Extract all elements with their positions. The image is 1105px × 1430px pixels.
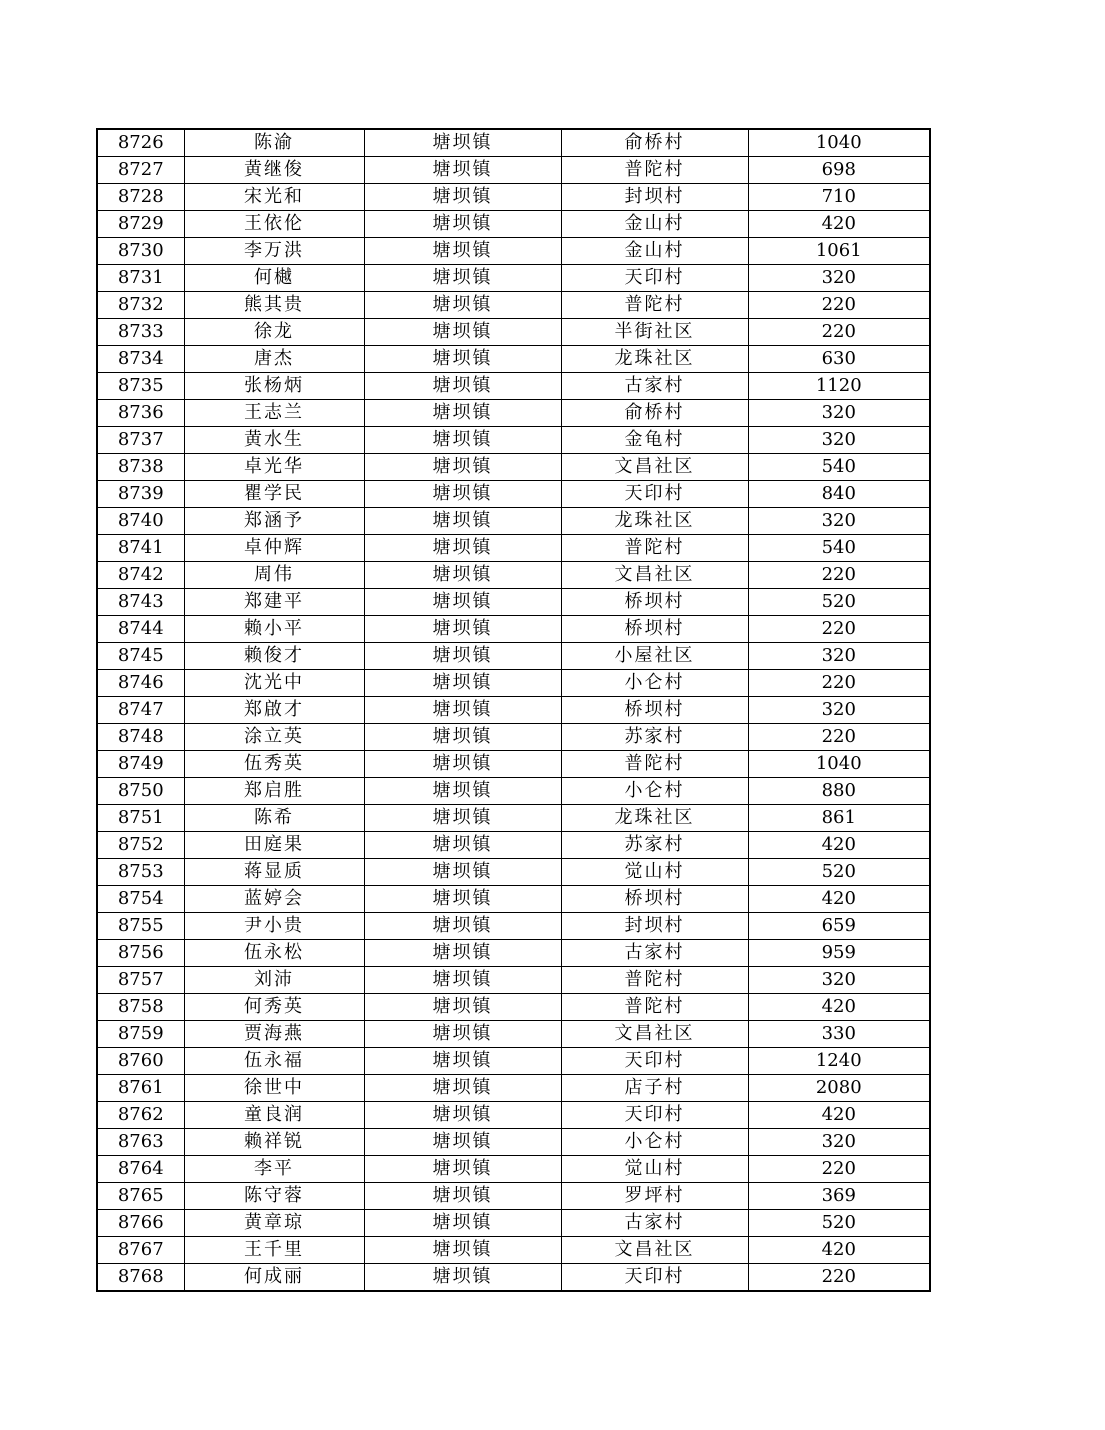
village-name: 文昌社区 [561,454,748,481]
town-name: 塘坝镇 [364,1183,561,1210]
village-name: 桥坝村 [561,886,748,913]
table-row [97,373,930,400]
table-row [97,211,930,238]
table-row [97,859,930,886]
person-name: 蓝婷会 [184,886,364,913]
town-name: 塘坝镇 [364,1210,561,1237]
person-name: 熊其贵 [184,292,364,319]
village-name: 金山村 [561,211,748,238]
amount-value: 420 [748,832,930,859]
village-name: 罗坪村 [561,1183,748,1210]
table-row [97,967,930,994]
table-row [97,832,930,859]
table-row [97,1264,930,1292]
town-name: 塘坝镇 [364,832,561,859]
person-name: 赖小平 [184,616,364,643]
amount-value: 420 [748,211,930,238]
amount-value: 861 [748,805,930,832]
row-number: 8742 [97,562,184,589]
amount-value: 320 [748,400,930,427]
village-name: 觉山村 [561,1156,748,1183]
table-row [97,129,930,157]
village-name: 文昌社区 [561,1237,748,1264]
amount-value: 540 [748,535,930,562]
row-number: 8757 [97,967,184,994]
amount-value: 520 [748,859,930,886]
person-name: 张杨炳 [184,373,364,400]
amount-value: 698 [748,157,930,184]
row-number: 8748 [97,724,184,751]
person-name: 徐龙 [184,319,364,346]
person-name: 卓仲辉 [184,535,364,562]
village-name: 店子村 [561,1075,748,1102]
row-number: 8747 [97,697,184,724]
person-name: 宋光和 [184,184,364,211]
person-name: 蒋显质 [184,859,364,886]
row-number: 8745 [97,643,184,670]
town-name: 塘坝镇 [364,805,561,832]
data-table [96,128,931,1292]
village-name: 俞桥村 [561,129,748,157]
row-number: 8749 [97,751,184,778]
amount-value: 320 [748,508,930,535]
town-name: 塘坝镇 [364,589,561,616]
row-number: 8752 [97,832,184,859]
person-name: 郑建平 [184,589,364,616]
village-name: 天印村 [561,1048,748,1075]
table-row [97,292,930,319]
person-name: 沈光中 [184,670,364,697]
row-number: 8727 [97,157,184,184]
town-name: 塘坝镇 [364,427,561,454]
village-name: 封坝村 [561,184,748,211]
person-name: 陈希 [184,805,364,832]
town-name: 塘坝镇 [364,1021,561,1048]
table-row [97,643,930,670]
amount-value: 220 [748,562,930,589]
person-name: 郑涵予 [184,508,364,535]
table-body [97,129,930,1291]
village-name: 天印村 [561,265,748,292]
table-row [97,1156,930,1183]
table-row [97,157,930,184]
row-number: 8733 [97,319,184,346]
table-row [97,670,930,697]
amount-value: 420 [748,994,930,1021]
town-name: 塘坝镇 [364,184,561,211]
person-name: 涂立英 [184,724,364,751]
person-name: 何秀英 [184,994,364,1021]
village-name: 金山村 [561,238,748,265]
row-number: 8765 [97,1183,184,1210]
village-name: 小仑村 [561,1129,748,1156]
town-name: 塘坝镇 [364,994,561,1021]
amount-value: 659 [748,913,930,940]
amount-value: 220 [748,319,930,346]
town-name: 塘坝镇 [364,1156,561,1183]
amount-value: 1061 [748,238,930,265]
table-row [97,778,930,805]
town-name: 塘坝镇 [364,508,561,535]
village-name: 古家村 [561,940,748,967]
amount-value: 420 [748,886,930,913]
row-number: 8741 [97,535,184,562]
town-name: 塘坝镇 [364,129,561,157]
table-row [97,1075,930,1102]
row-number: 8756 [97,940,184,967]
row-number: 8764 [97,1156,184,1183]
amount-value: 420 [748,1102,930,1129]
amount-value: 520 [748,1210,930,1237]
person-name: 唐杰 [184,346,364,373]
table-row [97,1048,930,1075]
row-number: 8768 [97,1264,184,1292]
person-name: 卓光华 [184,454,364,481]
person-name: 田庭果 [184,832,364,859]
amount-value: 1240 [748,1048,930,1075]
person-name: 何樾 [184,265,364,292]
table-row [97,886,930,913]
table-row [97,616,930,643]
row-number: 8755 [97,913,184,940]
town-name: 塘坝镇 [364,1048,561,1075]
village-name: 龙珠社区 [561,805,748,832]
row-number: 8753 [97,859,184,886]
row-number: 8759 [97,1021,184,1048]
amount-value: 320 [748,643,930,670]
village-name: 天印村 [561,1102,748,1129]
person-name: 赖祥锐 [184,1129,364,1156]
row-number: 8737 [97,427,184,454]
table-row [97,913,930,940]
village-name: 文昌社区 [561,562,748,589]
person-name: 伍秀英 [184,751,364,778]
amount-value: 840 [748,481,930,508]
row-number: 8738 [97,454,184,481]
amount-value: 220 [748,292,930,319]
person-name: 郑啟才 [184,697,364,724]
row-number: 8754 [97,886,184,913]
row-number: 8744 [97,616,184,643]
table-row [97,319,930,346]
amount-value: 1040 [748,129,930,157]
table-row [97,805,930,832]
person-name: 李平 [184,1156,364,1183]
table-row [97,346,930,373]
amount-value: 320 [748,427,930,454]
town-name: 塘坝镇 [364,562,561,589]
village-name: 古家村 [561,373,748,400]
town-name: 塘坝镇 [364,535,561,562]
person-name: 王千里 [184,1237,364,1264]
town-name: 塘坝镇 [364,454,561,481]
town-name: 塘坝镇 [364,778,561,805]
table-row [97,535,930,562]
table-row [97,724,930,751]
amount-value: 420 [748,1237,930,1264]
table-row [97,1021,930,1048]
person-name: 何成丽 [184,1264,364,1292]
person-name: 李万洪 [184,238,364,265]
village-name: 苏家村 [561,832,748,859]
village-name: 半街社区 [561,319,748,346]
amount-value: 220 [748,724,930,751]
village-name: 普陀村 [561,292,748,319]
village-name: 龙珠社区 [561,508,748,535]
table-row [97,454,930,481]
town-name: 塘坝镇 [364,886,561,913]
amount-value: 880 [748,778,930,805]
table-row [97,1102,930,1129]
person-name: 伍永松 [184,940,364,967]
amount-value: 540 [748,454,930,481]
amount-value: 2080 [748,1075,930,1102]
town-name: 塘坝镇 [364,292,561,319]
table-row [97,184,930,211]
row-number: 8743 [97,589,184,616]
town-name: 塘坝镇 [364,1075,561,1102]
amount-value: 320 [748,265,930,292]
row-number: 8751 [97,805,184,832]
table-row [97,1183,930,1210]
village-name: 普陀村 [561,535,748,562]
person-name: 王依伦 [184,211,364,238]
town-name: 塘坝镇 [364,346,561,373]
town-name: 塘坝镇 [364,157,561,184]
person-name: 赖俊才 [184,643,364,670]
town-name: 塘坝镇 [364,859,561,886]
table-row [97,481,930,508]
person-name: 黄继俊 [184,157,364,184]
town-name: 塘坝镇 [364,670,561,697]
town-name: 塘坝镇 [364,967,561,994]
amount-value: 1040 [748,751,930,778]
village-name: 文昌社区 [561,1021,748,1048]
amount-value: 959 [748,940,930,967]
village-name: 小屋社区 [561,643,748,670]
person-name: 贾海燕 [184,1021,364,1048]
town-name: 塘坝镇 [364,913,561,940]
town-name: 塘坝镇 [364,481,561,508]
row-number: 8728 [97,184,184,211]
row-number: 8729 [97,211,184,238]
amount-value: 369 [748,1183,930,1210]
row-number: 8740 [97,508,184,535]
village-name: 天印村 [561,1264,748,1292]
table-row [97,697,930,724]
village-name: 苏家村 [561,724,748,751]
row-number: 8767 [97,1237,184,1264]
table-row [97,994,930,1021]
table-row [97,940,930,967]
town-name: 塘坝镇 [364,1129,561,1156]
town-name: 塘坝镇 [364,724,561,751]
town-name: 塘坝镇 [364,211,561,238]
person-name: 瞿学民 [184,481,364,508]
table-row [97,1129,930,1156]
row-number: 8766 [97,1210,184,1237]
town-name: 塘坝镇 [364,697,561,724]
town-name: 塘坝镇 [364,1264,561,1292]
person-name: 陈守蓉 [184,1183,364,1210]
person-name: 郑启胜 [184,778,364,805]
village-name: 普陀村 [561,967,748,994]
person-name: 王志兰 [184,400,364,427]
table-row [97,1237,930,1264]
town-name: 塘坝镇 [364,751,561,778]
row-number: 8761 [97,1075,184,1102]
row-number: 8758 [97,994,184,1021]
village-name: 桥坝村 [561,589,748,616]
table-row [97,508,930,535]
town-name: 塘坝镇 [364,400,561,427]
amount-value: 220 [748,1264,930,1292]
row-number: 8734 [97,346,184,373]
village-name: 金龟村 [561,427,748,454]
town-name: 塘坝镇 [364,616,561,643]
village-name: 小仑村 [561,778,748,805]
village-name: 普陀村 [561,751,748,778]
person-name: 童良润 [184,1102,364,1129]
amount-value: 320 [748,697,930,724]
row-number: 8763 [97,1129,184,1156]
amount-value: 320 [748,1129,930,1156]
row-number: 8739 [97,481,184,508]
row-number: 8731 [97,265,184,292]
amount-value: 1120 [748,373,930,400]
table-row [97,589,930,616]
person-name: 尹小贵 [184,913,364,940]
row-number: 8746 [97,670,184,697]
village-name: 古家村 [561,1210,748,1237]
table-row [97,1210,930,1237]
person-name: 黄水生 [184,427,364,454]
town-name: 塘坝镇 [364,1237,561,1264]
village-name: 封坝村 [561,913,748,940]
person-name: 刘沛 [184,967,364,994]
person-name: 陈渝 [184,129,364,157]
town-name: 塘坝镇 [364,940,561,967]
row-number: 8736 [97,400,184,427]
table-row [97,751,930,778]
table-row [97,562,930,589]
village-name: 觉山村 [561,859,748,886]
row-number: 8730 [97,238,184,265]
amount-value: 220 [748,616,930,643]
table-row [97,400,930,427]
person-name: 伍永福 [184,1048,364,1075]
village-name: 桥坝村 [561,697,748,724]
amount-value: 320 [748,967,930,994]
amount-value: 520 [748,589,930,616]
town-name: 塘坝镇 [364,373,561,400]
village-name: 天印村 [561,481,748,508]
village-name: 俞桥村 [561,400,748,427]
table-row [97,238,930,265]
town-name: 塘坝镇 [364,1102,561,1129]
row-number: 8750 [97,778,184,805]
row-number: 8732 [97,292,184,319]
amount-value: 630 [748,346,930,373]
village-name: 桥坝村 [561,616,748,643]
town-name: 塘坝镇 [364,238,561,265]
town-name: 塘坝镇 [364,319,561,346]
row-number: 8726 [97,129,184,157]
table-row [97,427,930,454]
amount-value: 220 [748,1156,930,1183]
village-name: 小仑村 [561,670,748,697]
town-name: 塘坝镇 [364,643,561,670]
amount-value: 220 [748,670,930,697]
person-name: 黄章琼 [184,1210,364,1237]
row-number: 8760 [97,1048,184,1075]
person-name: 徐世中 [184,1075,364,1102]
village-name: 普陀村 [561,157,748,184]
amount-value: 330 [748,1021,930,1048]
village-name: 龙珠社区 [561,346,748,373]
row-number: 8762 [97,1102,184,1129]
village-name: 普陀村 [561,994,748,1021]
town-name: 塘坝镇 [364,265,561,292]
table-row [97,265,930,292]
row-number: 8735 [97,373,184,400]
amount-value: 710 [748,184,930,211]
person-name: 周伟 [184,562,364,589]
